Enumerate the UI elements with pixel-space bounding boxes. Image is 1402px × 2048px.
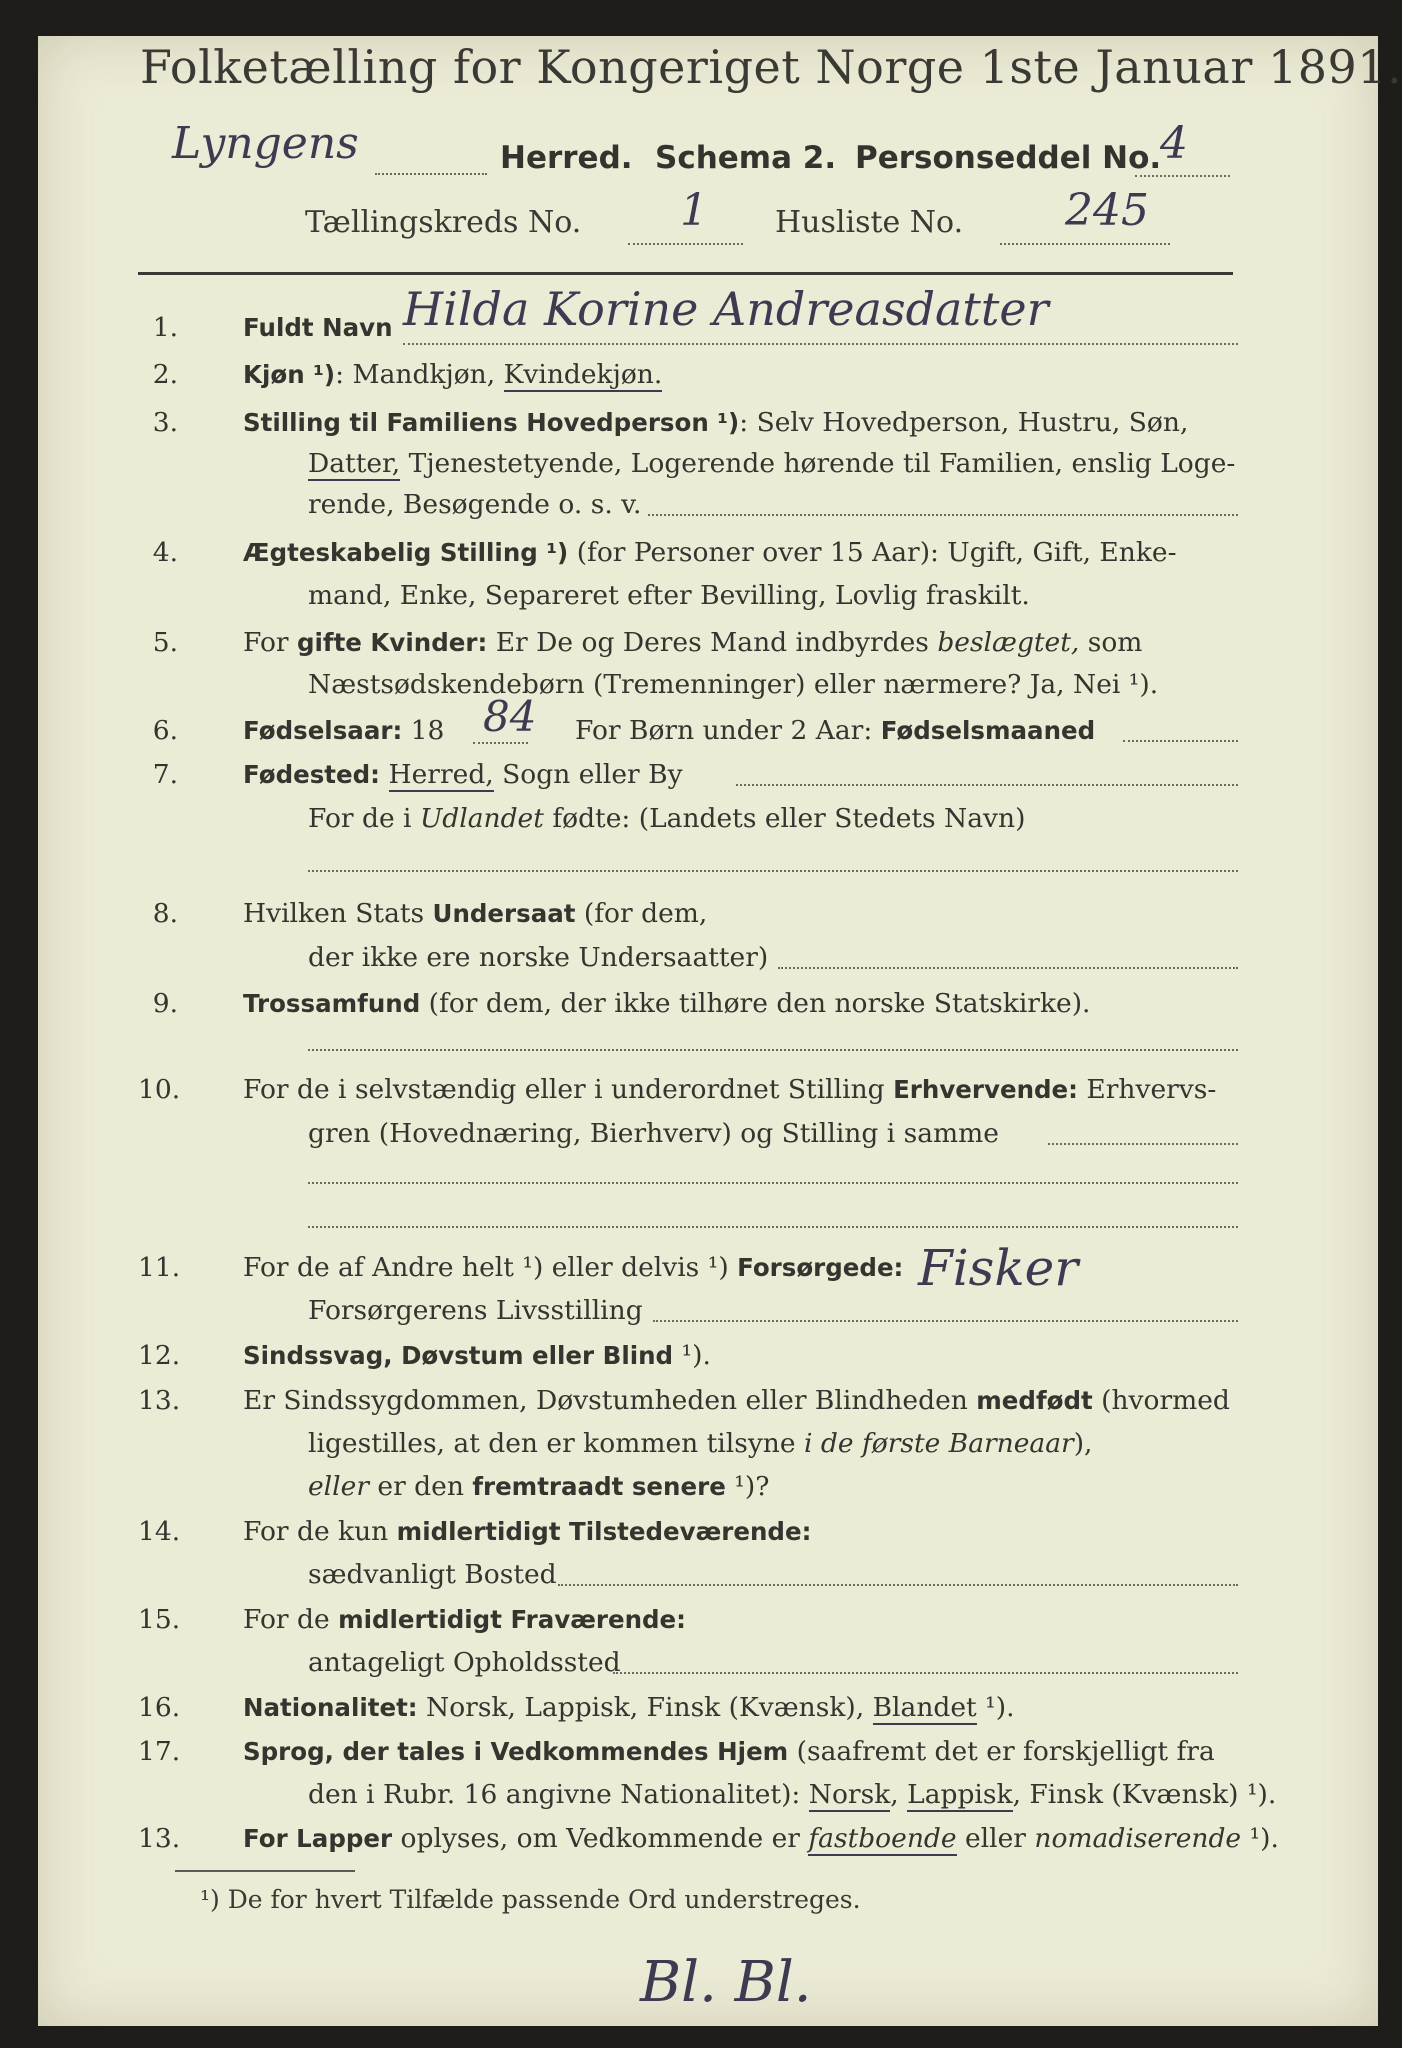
herred-dots	[375, 160, 487, 179]
footnote: ¹) De for hvert Tilfælde passende Ord understreges.	[200, 1885, 861, 1914]
item-7-blank-line	[308, 870, 1238, 872]
personseddel-value: 4	[1160, 118, 1188, 169]
header-rule	[138, 272, 1233, 275]
husliste-value: 245	[1065, 185, 1149, 236]
item-10-blank-line-1	[308, 1182, 1238, 1184]
schema-label: Schema 2.	[655, 140, 837, 176]
item-10-blank-line-2	[308, 1226, 1238, 1228]
herred-value: Lyngens	[172, 118, 359, 169]
herred-label: Herred.	[500, 140, 633, 176]
signature: Bl. Bl.	[640, 1950, 812, 2015]
item-9-blank-line	[308, 1049, 1238, 1051]
personseddel-dots	[1135, 162, 1230, 181]
taellingskreds-label: Tællingskreds No.	[305, 205, 582, 240]
taellingskreds-value: 1	[680, 185, 708, 236]
footnote-rule	[175, 1870, 355, 1872]
personseddel-label: Personseddel No.	[855, 140, 1162, 176]
husliste-label: Husliste No.	[775, 205, 964, 240]
form-title: Folketælling for Kongeriget Norge 1ste Januar 1891.	[140, 40, 1402, 94]
